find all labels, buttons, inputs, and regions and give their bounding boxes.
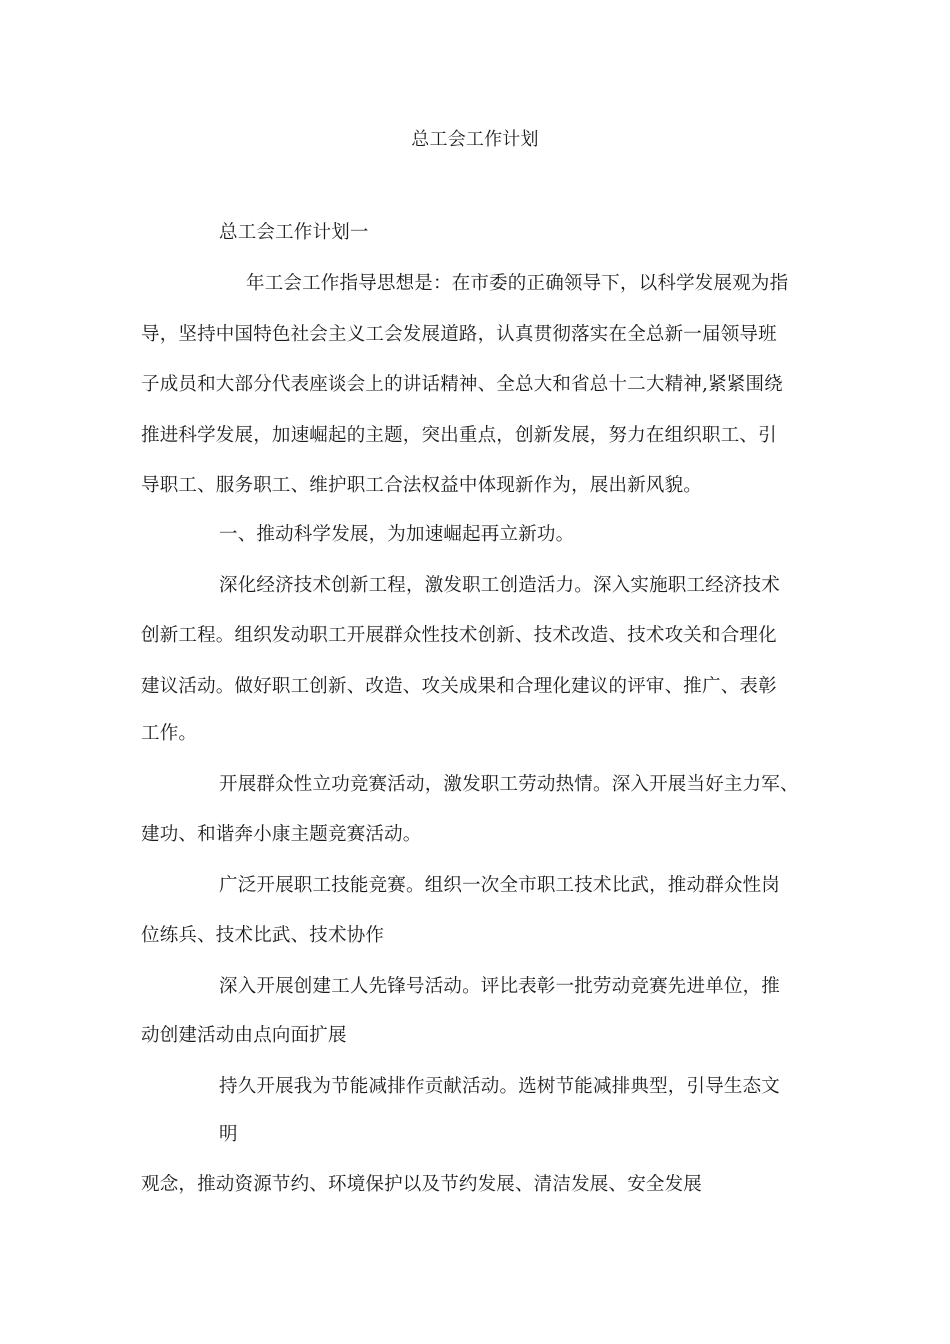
paragraph-line: 观念，推动资源节约、环境保护以及节约发展、清洁发展、安全发展 bbox=[141, 1174, 703, 1195]
subsection-heading: 一、推动科学发展，为加速崛起再立新功。 bbox=[219, 524, 575, 545]
paragraph-line: 创新工程。组织发动职工开展群众性技术创新、技术改造、技术攻关和合理化 bbox=[141, 625, 777, 646]
paragraph-line: 子成员和大部分代表座谈会上的讲话精神、全总大和省总十二大精神,紧紧围绕 bbox=[141, 374, 783, 395]
paragraph-line: 开展群众性立功竞赛活动，激发职工劳动热情。深入开展当好主力军、 bbox=[219, 774, 799, 795]
paragraph-line: 推进科学发展，加速崛起的主题，突出重点，创新发展，努力在组织职工、引 bbox=[141, 425, 777, 446]
paragraph-line: 动创建活动由点向面扩展 bbox=[141, 1025, 347, 1046]
paragraph-line: 深入开展创建工人先锋号活动。评比表彰一批劳动竞赛先进单位，推 bbox=[219, 976, 781, 997]
paragraph-line: 建议活动。做好职工创新、改造、攻关成果和合理化建议的评审、推广、表彰 bbox=[141, 676, 777, 697]
paragraph-line: 建功、和谐奔小康主题竞赛活动。 bbox=[141, 824, 422, 845]
paragraph-line: 位练兵、技术比武、技术协作 bbox=[141, 925, 385, 946]
paragraph-line: 持久开展我为节能减排作贡献活动。选树节能减排典型，引导生态文 bbox=[219, 1076, 781, 1097]
paragraph-line: 导，坚持中国特色社会主义工会发展道路，认真贯彻落实在全总新一届领导班 bbox=[141, 324, 777, 345]
paragraph-line: 导职工、服务职工、维护职工合法权益中体现新作为，展出新风貌。 bbox=[141, 475, 703, 496]
document-title: 总工会工作计划 bbox=[411, 129, 539, 150]
paragraph-line: 广泛开展职工技能竞赛。组织一次全市职工技术比武，推动群众性岗 bbox=[219, 875, 781, 896]
paragraph-line: 年工会工作指导思想是：在市委的正确领导下，以科学发展观为指 bbox=[246, 273, 789, 294]
paragraph-line: 深化经济技术创新工程，激发职工创造活力。深入实施职工经济技术 bbox=[219, 575, 781, 596]
section-heading: 总工会工作计划一 bbox=[219, 222, 369, 243]
paragraph-line: 工作。 bbox=[141, 723, 198, 744]
paragraph-line: 明 bbox=[219, 1124, 238, 1145]
